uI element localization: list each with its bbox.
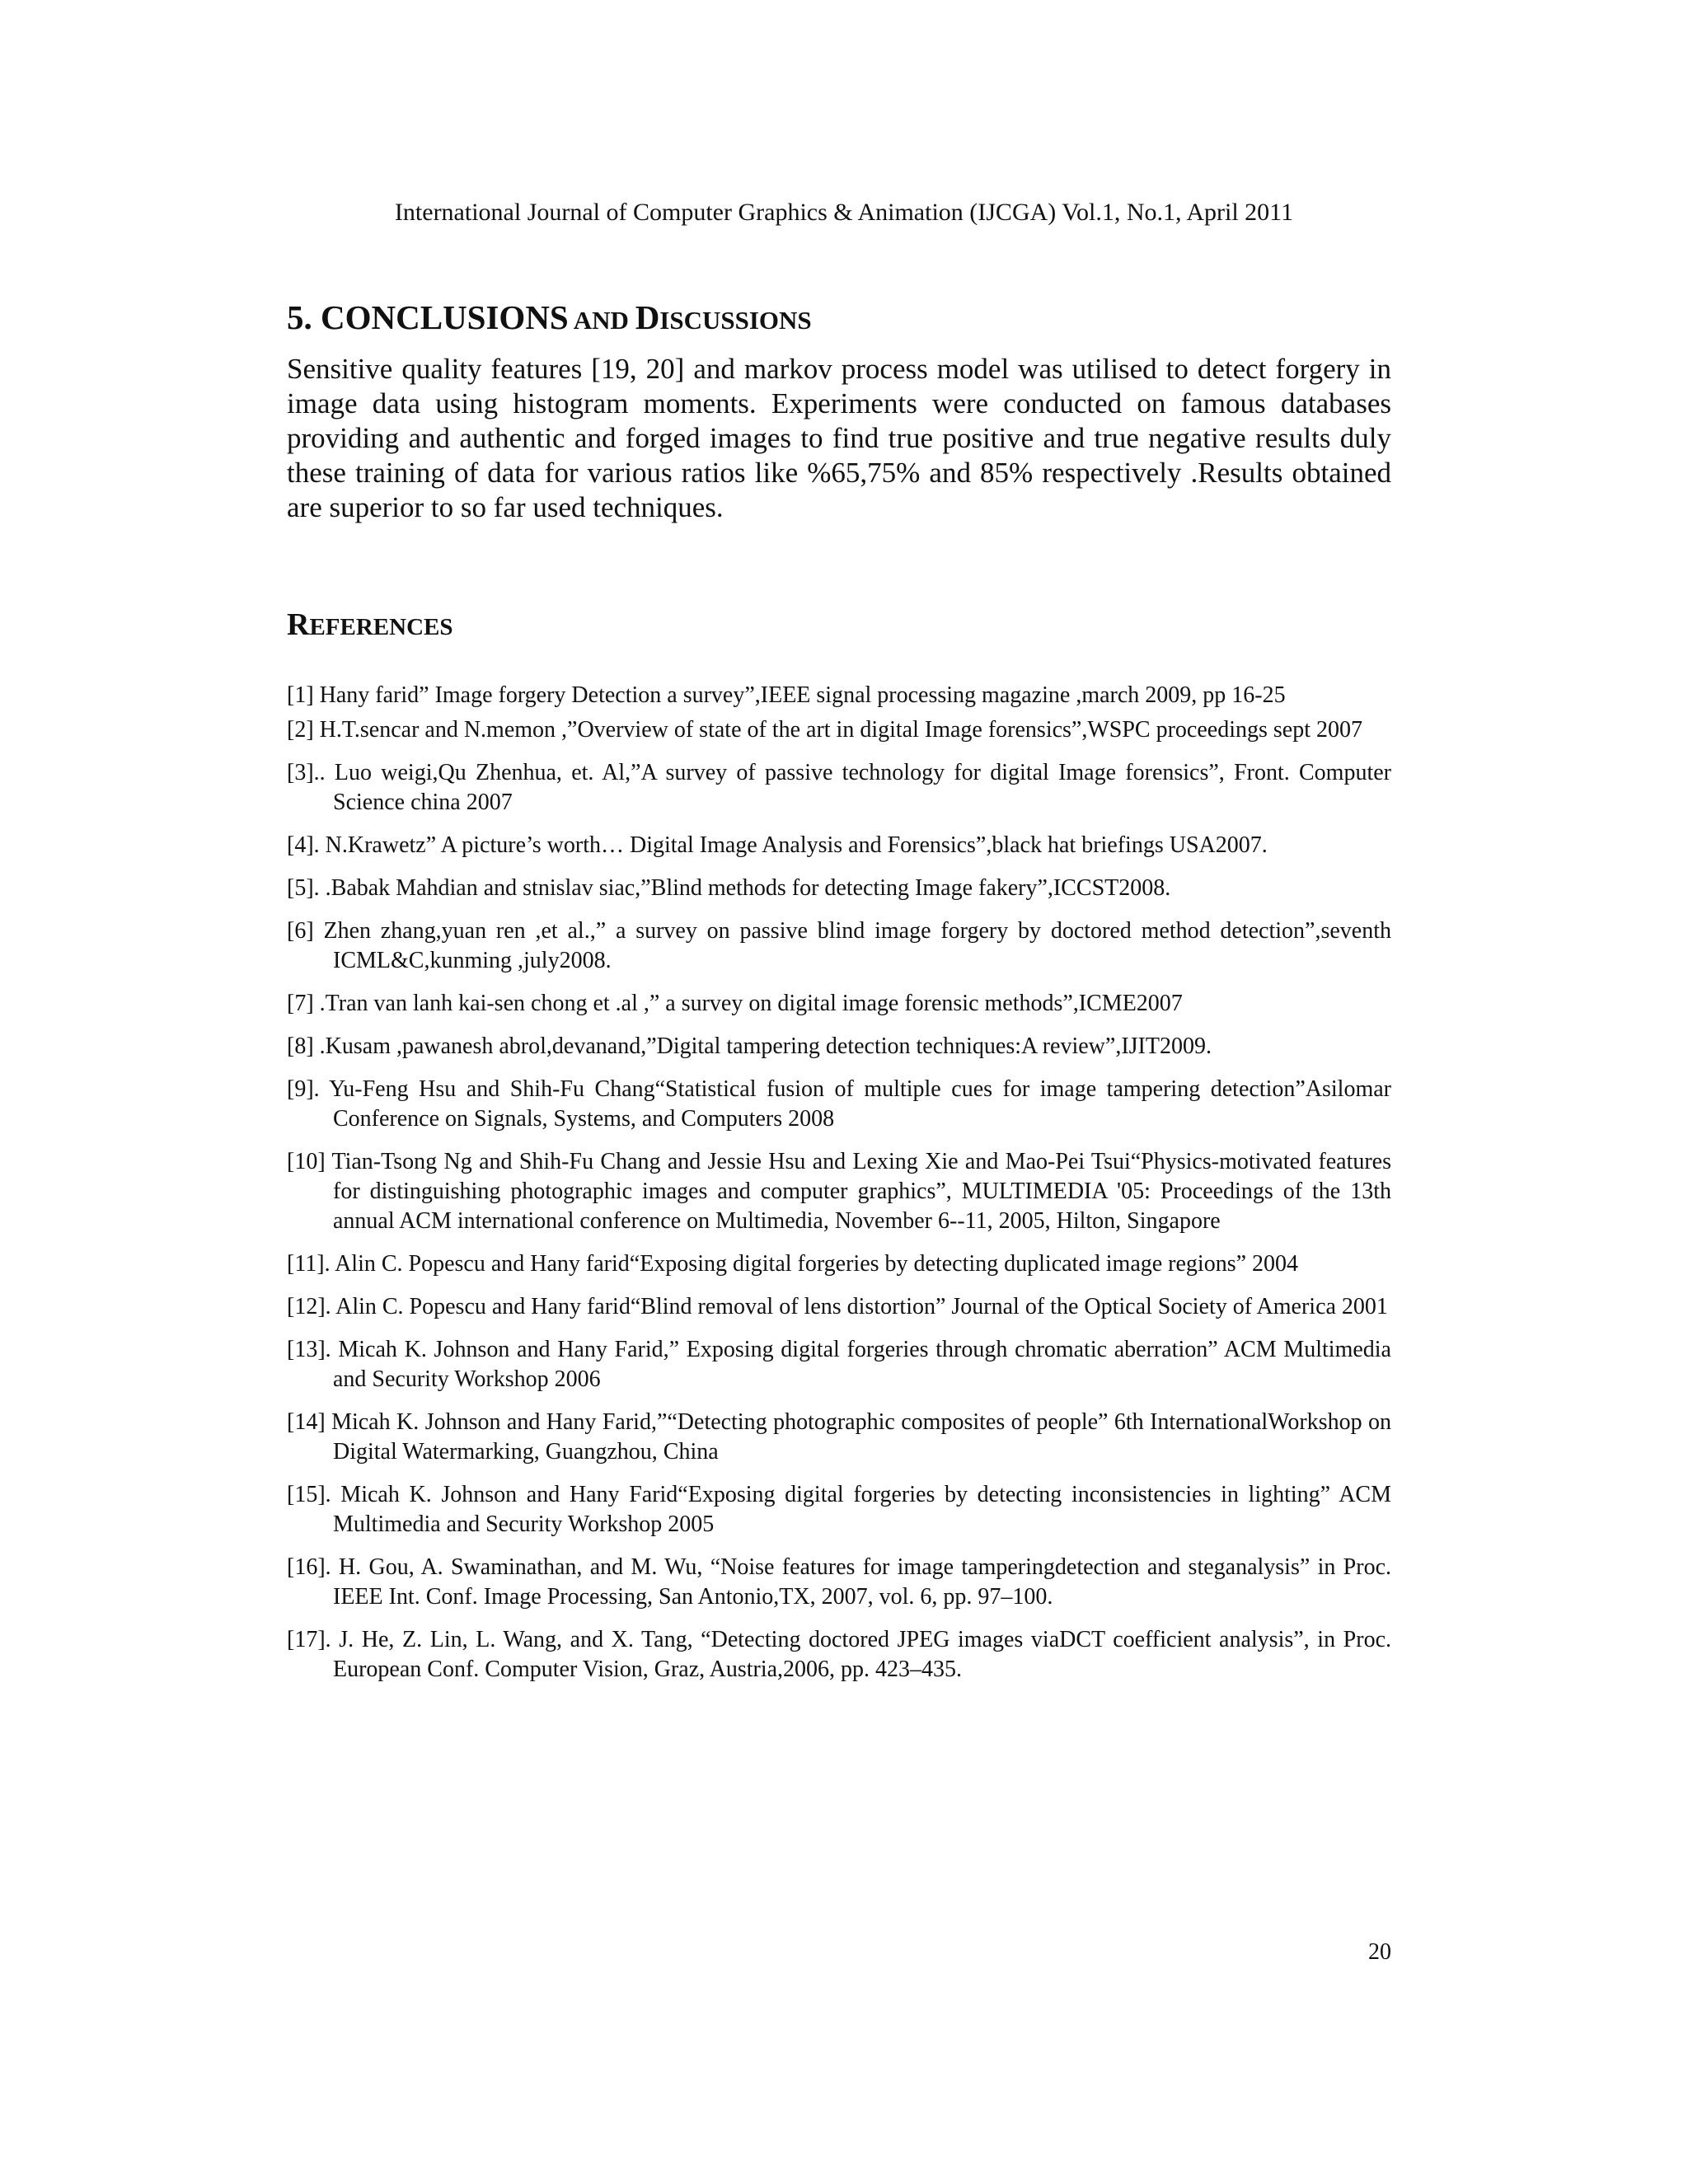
section-title-rest: ISCUSSIONS xyxy=(659,306,812,335)
reference-item-9: [9]. Yu-Feng Hsu and Shih-Fu Chang“Statistical fusion of multiple cues for image tampering detection”Asilomar Conference on Signals, Systems, and Computers 2008 xyxy=(287,1076,1391,1132)
reference-item-10: [10] Tian-Tsong Ng and Shih-Fu Chang and Jessie Hsu and Lexing Xie and Mao-Pei Tsui“Physics-motivated features for distinguishing photographic images and computer graphics”, MULTIMEDIA '05: Proceedings of the 13th annual ACM international conference on Multimedia, November 6--11, 2005, Hilton, Singapore xyxy=(287,1149,1391,1234)
reference-item-3: [3].. Luo weigi,Qu Zhenhua, et. Al,”A survey of passive technology for digital Image forensics”, Front. Computer Science china 2007 xyxy=(287,760,1391,815)
reference-item-14: [14] Micah K. Johnson and Hany Farid,”“Detecting photographic composites of people” 6th InternationalWorkshop on Digital Watermarking, Guangzhou, China xyxy=(287,1409,1391,1465)
reference-item-16: [16]. H. Gou, A. Swaminathan, and M. Wu, “Noise features for image tamperingdetection and steganalysis” in Proc. IEEE Int. Conf. Image Processing, San Antonio,TX, 2007, vol. 6, pp. 97–100. xyxy=(287,1554,1391,1610)
section-title-conclusions xyxy=(287,297,812,341)
references-heading-initial: R xyxy=(287,607,310,642)
reference-item-8: [8] .Kusam ,pawanesh abrol,devanand,”Digital tampering detection techniques:A review”,IJIT2009. xyxy=(287,1033,1212,1059)
reference-item-15: [15]. Micah K. Johnson and Hany Farid“Exposing digital forgeries by detecting inconsistencies in lighting” ACM Multimedia and Security Workshop 2005 xyxy=(287,1482,1391,1537)
reference-item-17: [17]. J. He, Z. Lin, L. Wang, and X. Tang, “Detecting doctored JPEG images viaDCT coefficient analysis”, in Proc. European Conf. Computer Vision, Graz, Austria,2006, pp. 423–435. xyxy=(287,1627,1391,1682)
reference-item-5: [5]. .Babak Mahdian and stnislav siac,”Blind methods for detecting Image fakery”,ICCST2008. xyxy=(287,875,1171,901)
page-number: 20 xyxy=(1368,1939,1391,1965)
reference-item-11: [11]. Alin C. Popescu and Hany farid“Exposing digital forgeries by detecting duplicated image regions” 2004 xyxy=(287,1251,1299,1277)
conclusion-paragraph: Sensitive quality features [19, 20] and markov process model was utilised to detect forgery in image data using histogram moments. Experiments were conducted on famous databases providing and authentic and forged images to find true positive and true negative results duly these training of data for various ratios like %65,75% and 85% respectively .Results obtained are superior to so far used techniques. xyxy=(287,353,1391,523)
references-heading xyxy=(287,606,453,646)
reference-item-6: [6] Zhen zhang,yuan ren ,et al.,” a survey on passive blind image forgery by doctored method detection”,seventh ICML&C,kunming ,july2008. xyxy=(287,918,1391,973)
section-title-and: AND xyxy=(568,306,635,335)
section-title-main: 5. CONCLUSIONS xyxy=(287,298,569,336)
reference-item-12: [12]. Alin C. Popescu and Hany farid“Blind removal of lens distortion” Journal of the Optical Society of America 2001 xyxy=(287,1294,1388,1319)
reference-item-4: [4]. N.Krawetz” A picture’s worth… Digital Image Analysis and Forensics”,black hat briefings USA2007. xyxy=(287,832,1268,858)
reference-list xyxy=(287,681,1391,1698)
running-header: International Journal of Computer Graphics & Animation (IJCGA) Vol.1, No.1, April 2011 xyxy=(394,199,1294,226)
reference-item-7: [7] .Tran van lanh kai-sen chong et .al ,” a survey on digital image forensic methods”,ICME2007 xyxy=(287,991,1183,1016)
section-title-d: D xyxy=(635,298,660,336)
reference-item-1: [1] Hany farid” Image forgery Detection a survey”,IEEE signal processing magazine ,march 2009, pp 16-25 xyxy=(287,682,1286,708)
references-heading-rest: EFERENCES xyxy=(309,614,453,640)
reference-item-13: [13]. Micah K. Johnson and Hany Farid,” Exposing digital forgeries through chromatic aberration” ACM Multimedia and Security Workshop 2006 xyxy=(287,1337,1391,1392)
reference-item-2: [2] H.T.sencar and N.memon ,”Overview of state of the art in digital Image forensics”,WSPC proceedings sept 2007 xyxy=(287,717,1362,743)
